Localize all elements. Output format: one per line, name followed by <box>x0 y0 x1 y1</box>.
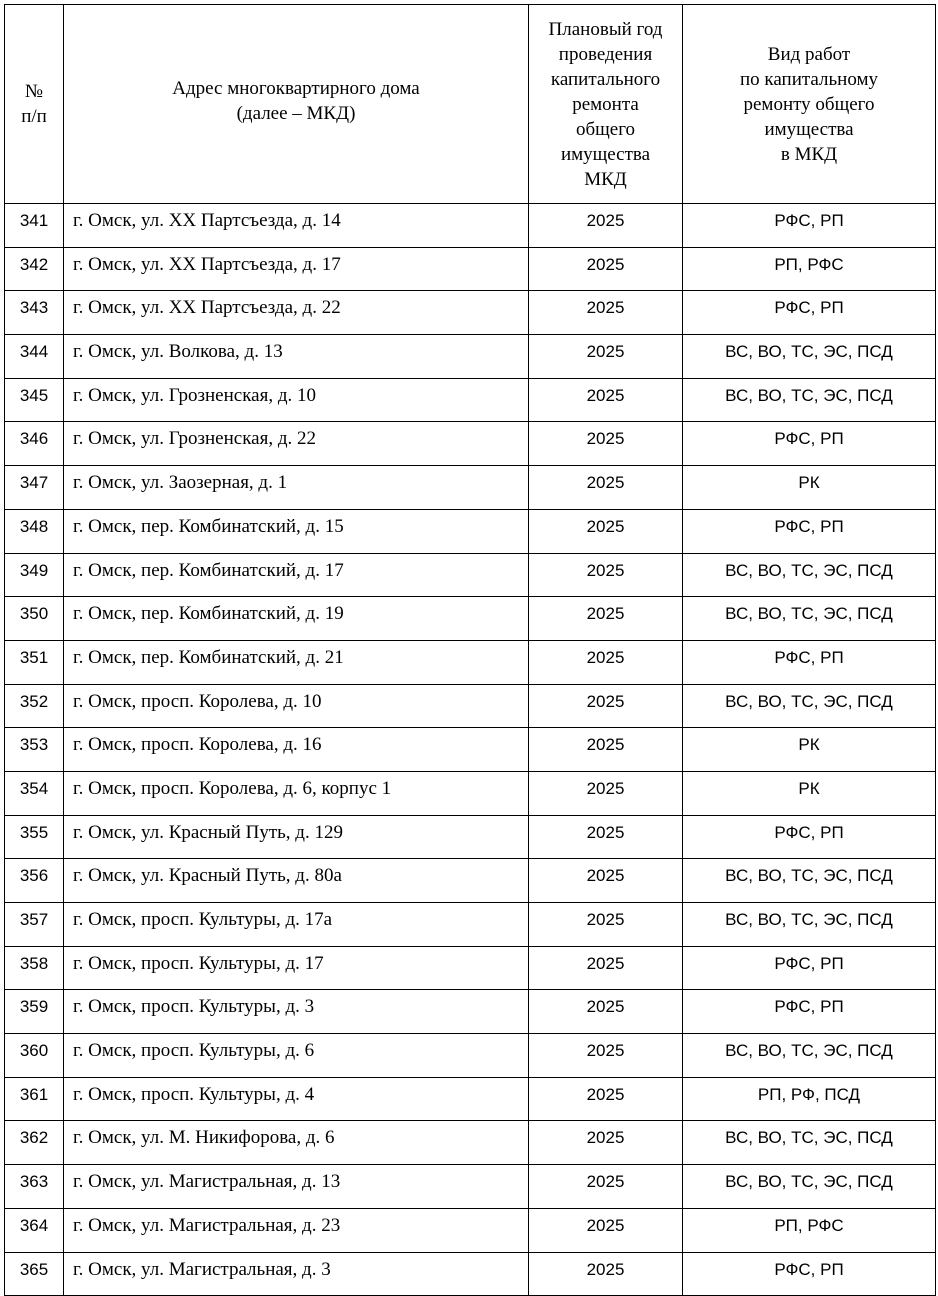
table-row <box>5 597 936 641</box>
row-year: 2025 <box>529 291 683 335</box>
row-year: 2025 <box>529 378 683 422</box>
row-number: 354 <box>5 771 64 815</box>
table-body <box>5 204 936 1296</box>
header-works: Вид работ по капитальному ремонту общего имущества в МКД <box>683 5 936 204</box>
row-address: г. Омск, ул. Магистральная, д. 23 <box>64 1208 529 1252</box>
row-works: РФС, РП <box>683 946 936 990</box>
row-year: 2025 <box>529 247 683 291</box>
row-address: г. Омск, ул. Красный Путь, д. 129 <box>64 815 529 859</box>
table-row <box>5 684 936 728</box>
row-year: 2025 <box>529 640 683 684</box>
row-address: г. Омск, просп. Королева, д. 6, корпус 1 <box>64 771 529 815</box>
row-works: РФС, РП <box>683 1252 936 1296</box>
row-number: 346 <box>5 422 64 466</box>
table-header-row <box>5 5 936 204</box>
header-num: № п/п <box>5 5 64 204</box>
table-row <box>5 335 936 379</box>
table-row <box>5 1034 936 1078</box>
table-row <box>5 422 936 466</box>
row-works: ВС, ВО, ТС, ЭС, ПСД <box>683 378 936 422</box>
row-address: г. Омск, просп. Королева, д. 10 <box>64 684 529 728</box>
row-works: ВС, ВО, ТС, ЭС, ПСД <box>683 684 936 728</box>
row-number: 343 <box>5 291 64 335</box>
header-address: Адрес многоквартирного дома (далее – МКД) <box>64 5 529 204</box>
row-year: 2025 <box>529 946 683 990</box>
table-row <box>5 990 936 1034</box>
table-row <box>5 728 936 772</box>
row-works: РП, РФ, ПСД <box>683 1077 936 1121</box>
table-row <box>5 466 936 510</box>
row-number: 356 <box>5 859 64 903</box>
row-number: 357 <box>5 903 64 947</box>
row-address: г. Омск, ул. Магистральная, д. 13 <box>64 1165 529 1209</box>
row-year: 2025 <box>529 422 683 466</box>
row-year: 2025 <box>529 684 683 728</box>
row-works: ВС, ВО, ТС, ЭС, ПСД <box>683 859 936 903</box>
row-year: 2025 <box>529 1252 683 1296</box>
row-address: г. Омск, ул. Волкова, д. 13 <box>64 335 529 379</box>
row-works: ВС, ВО, ТС, ЭС, ПСД <box>683 1121 936 1165</box>
row-year: 2025 <box>529 859 683 903</box>
row-address: г. Омск, пер. Комбинатский, д. 15 <box>64 509 529 553</box>
row-works: РФС, РП <box>683 640 936 684</box>
row-number: 350 <box>5 597 64 641</box>
table-row <box>5 1077 936 1121</box>
row-works: РФС, РП <box>683 815 936 859</box>
row-address: г. Омск, ул. Грозненская, д. 10 <box>64 378 529 422</box>
repair-schedule-table <box>4 4 936 1296</box>
table-row <box>5 247 936 291</box>
row-year: 2025 <box>529 597 683 641</box>
row-year: 2025 <box>529 771 683 815</box>
row-address: г. Омск, просп. Культуры, д. 3 <box>64 990 529 1034</box>
row-address: г. Омск, пер. Комбинатский, д. 17 <box>64 553 529 597</box>
table-row <box>5 1165 936 1209</box>
row-year: 2025 <box>529 903 683 947</box>
row-number: 344 <box>5 335 64 379</box>
row-number: 363 <box>5 1165 64 1209</box>
row-works: РФС, РП <box>683 291 936 335</box>
row-works: ВС, ВО, ТС, ЭС, ПСД <box>683 1034 936 1078</box>
row-works: РК <box>683 771 936 815</box>
row-works: РП, РФС <box>683 1208 936 1252</box>
row-number: 352 <box>5 684 64 728</box>
row-year: 2025 <box>529 728 683 772</box>
table-row <box>5 815 936 859</box>
row-address: г. Омск, ул. Магистральная, д. 3 <box>64 1252 529 1296</box>
row-number: 358 <box>5 946 64 990</box>
row-year: 2025 <box>529 815 683 859</box>
table-row <box>5 509 936 553</box>
row-address: г. Омск, ул. Красный Путь, д. 80а <box>64 859 529 903</box>
row-year: 2025 <box>529 990 683 1034</box>
row-number: 355 <box>5 815 64 859</box>
table-row <box>5 291 936 335</box>
table-row <box>5 378 936 422</box>
row-works: РФС, РП <box>683 422 936 466</box>
row-year: 2025 <box>529 509 683 553</box>
row-works: ВС, ВО, ТС, ЭС, ПСД <box>683 1165 936 1209</box>
row-works: ВС, ВО, ТС, ЭС, ПСД <box>683 335 936 379</box>
row-works: РФС, РП <box>683 204 936 248</box>
row-address: г. Омск, ул. XX Партсъезда, д. 22 <box>64 291 529 335</box>
row-number: 361 <box>5 1077 64 1121</box>
table-row <box>5 1208 936 1252</box>
row-address: г. Омск, ул. XX Партсъезда, д. 17 <box>64 247 529 291</box>
row-address: г. Омск, просп. Культуры, д. 17а <box>64 903 529 947</box>
row-address: г. Омск, ул. XX Партсъезда, д. 14 <box>64 204 529 248</box>
row-number: 348 <box>5 509 64 553</box>
row-number: 353 <box>5 728 64 772</box>
row-address: г. Омск, просп. Королева, д. 16 <box>64 728 529 772</box>
table-row <box>5 859 936 903</box>
row-address: г. Омск, просп. Культуры, д. 17 <box>64 946 529 990</box>
row-address: г. Омск, просп. Культуры, д. 6 <box>64 1034 529 1078</box>
row-year: 2025 <box>529 553 683 597</box>
row-works: РФС, РП <box>683 509 936 553</box>
row-address: г. Омск, ул. Заозерная, д. 1 <box>64 466 529 510</box>
row-address: г. Омск, пер. Комбинатский, д. 19 <box>64 597 529 641</box>
row-address: г. Омск, ул. Грозненская, д. 22 <box>64 422 529 466</box>
row-works: РК <box>683 728 936 772</box>
row-year: 2025 <box>529 466 683 510</box>
row-number: 365 <box>5 1252 64 1296</box>
row-number: 349 <box>5 553 64 597</box>
row-year: 2025 <box>529 204 683 248</box>
row-number: 359 <box>5 990 64 1034</box>
table-row <box>5 946 936 990</box>
row-works: РП, РФС <box>683 247 936 291</box>
row-address: г. Омск, пер. Комбинатский, д. 21 <box>64 640 529 684</box>
row-year: 2025 <box>529 1077 683 1121</box>
row-works: РК <box>683 466 936 510</box>
row-number: 351 <box>5 640 64 684</box>
header-year: Плановый год проведения капитального ремонта общего имущества МКД <box>529 5 683 204</box>
row-year: 2025 <box>529 1165 683 1209</box>
row-works: РФС, РП <box>683 990 936 1034</box>
row-year: 2025 <box>529 1208 683 1252</box>
table-row <box>5 553 936 597</box>
row-number: 360 <box>5 1034 64 1078</box>
row-number: 345 <box>5 378 64 422</box>
table-row <box>5 771 936 815</box>
row-address: г. Омск, ул. М. Никифорова, д. 6 <box>64 1121 529 1165</box>
row-number: 364 <box>5 1208 64 1252</box>
row-number: 342 <box>5 247 64 291</box>
table-row <box>5 640 936 684</box>
table-row <box>5 204 936 248</box>
row-works: ВС, ВО, ТС, ЭС, ПСД <box>683 553 936 597</box>
table-row <box>5 903 936 947</box>
table-row <box>5 1252 936 1296</box>
row-year: 2025 <box>529 335 683 379</box>
row-year: 2025 <box>529 1121 683 1165</box>
row-number: 362 <box>5 1121 64 1165</box>
table-row <box>5 1121 936 1165</box>
row-address: г. Омск, просп. Культуры, д. 4 <box>64 1077 529 1121</box>
row-works: ВС, ВО, ТС, ЭС, ПСД <box>683 597 936 641</box>
row-number: 347 <box>5 466 64 510</box>
row-works: ВС, ВО, ТС, ЭС, ПСД <box>683 903 936 947</box>
row-number: 341 <box>5 204 64 248</box>
row-year: 2025 <box>529 1034 683 1078</box>
